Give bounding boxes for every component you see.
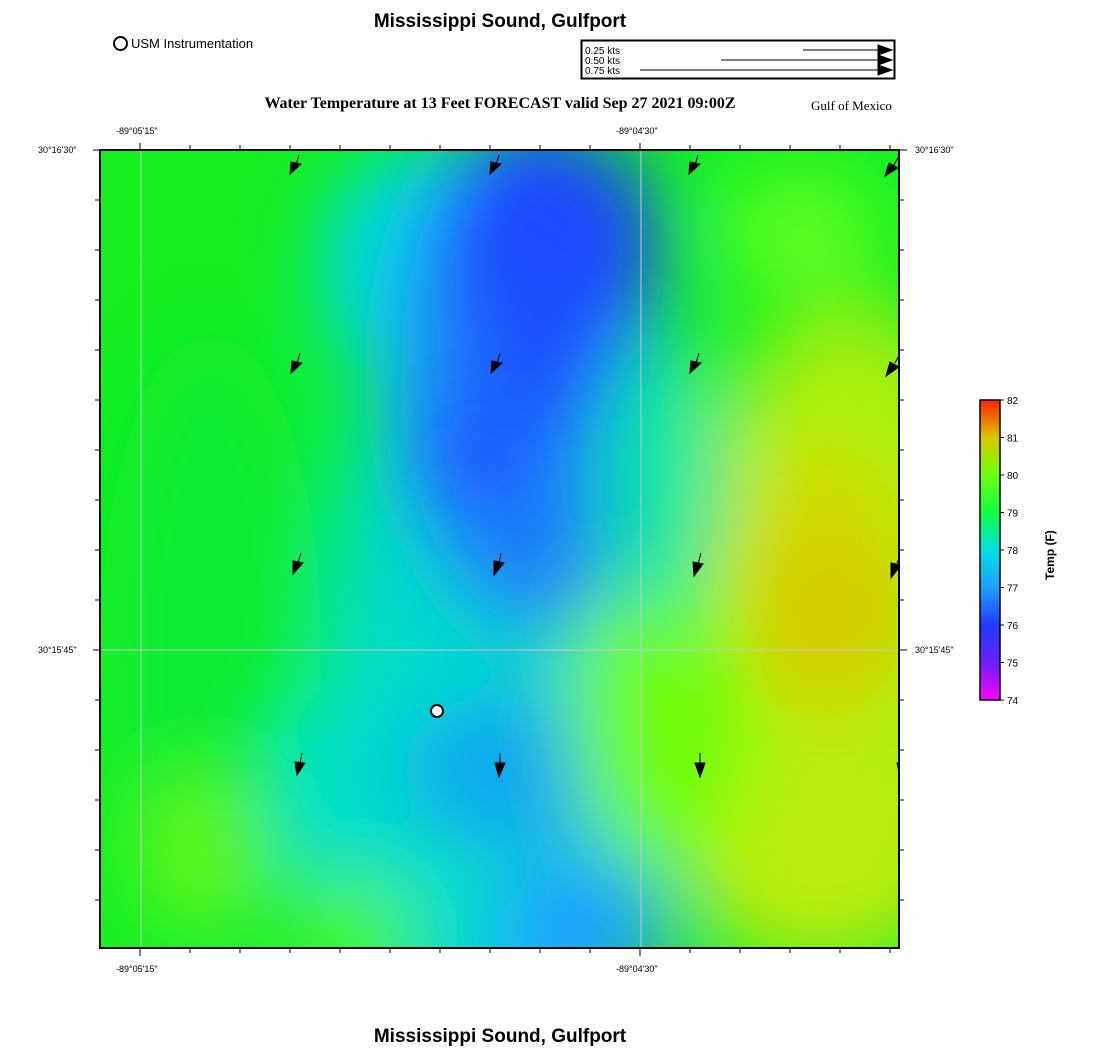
scale-label-2: 0.75 kts <box>585 66 621 77</box>
region-label: Gulf of Mexico <box>811 98 892 113</box>
scale-label-1: 0.50 kts <box>585 56 621 67</box>
cb-tick-81: 81 <box>1007 433 1019 445</box>
station-legend-label: USM Instrumentation <box>131 36 254 51</box>
cb-tick-76: 76 <box>1007 621 1019 632</box>
lon-label-top-0: -89°05'15" <box>116 126 158 136</box>
scale-label-0: 0.25 kts <box>585 46 621 57</box>
cb-tick-82: 82 <box>1007 396 1019 407</box>
forecast-title: Water Temperature at 13 Feet FORECAST valid Sep 27 2021 09:00Z <box>264 95 736 112</box>
cb-tick-74: 74 <box>1007 696 1019 706</box>
temperature-map[interactable] <box>99 149 900 949</box>
lon-label-bottom-1: -89°04'30" <box>616 964 658 974</box>
map-title-top: Mississippi Sound, Gulfport <box>373 11 627 32</box>
colorbar-label: Temp (F) <box>1043 530 1057 580</box>
map-title-bottom: Mississippi Sound, Gulfport <box>373 1026 627 1047</box>
cb-tick-80: 80 <box>1007 471 1019 482</box>
cb-tick-77: 77 <box>1007 583 1019 595</box>
lat-label-left-1: 30°15'45" <box>38 645 77 655</box>
lat-label-right-1: 30°15'45" <box>915 645 954 655</box>
lon-label-bottom-0: -89°05'15" <box>116 964 158 974</box>
lat-label-right-0: 30°16'30" <box>915 145 954 155</box>
usm-station-marker[interactable] <box>431 705 443 717</box>
temperature-colorbar <box>975 396 1025 706</box>
cb-tick-79: 79 <box>1007 508 1019 520</box>
lat-label-left-0: 30°16'30" <box>38 145 77 155</box>
lon-label-top-1: -89°04'30" <box>616 126 658 136</box>
cb-tick-78: 78 <box>1007 546 1019 557</box>
cb-tick-75: 75 <box>1007 658 1019 670</box>
temperature-field <box>101 151 900 949</box>
